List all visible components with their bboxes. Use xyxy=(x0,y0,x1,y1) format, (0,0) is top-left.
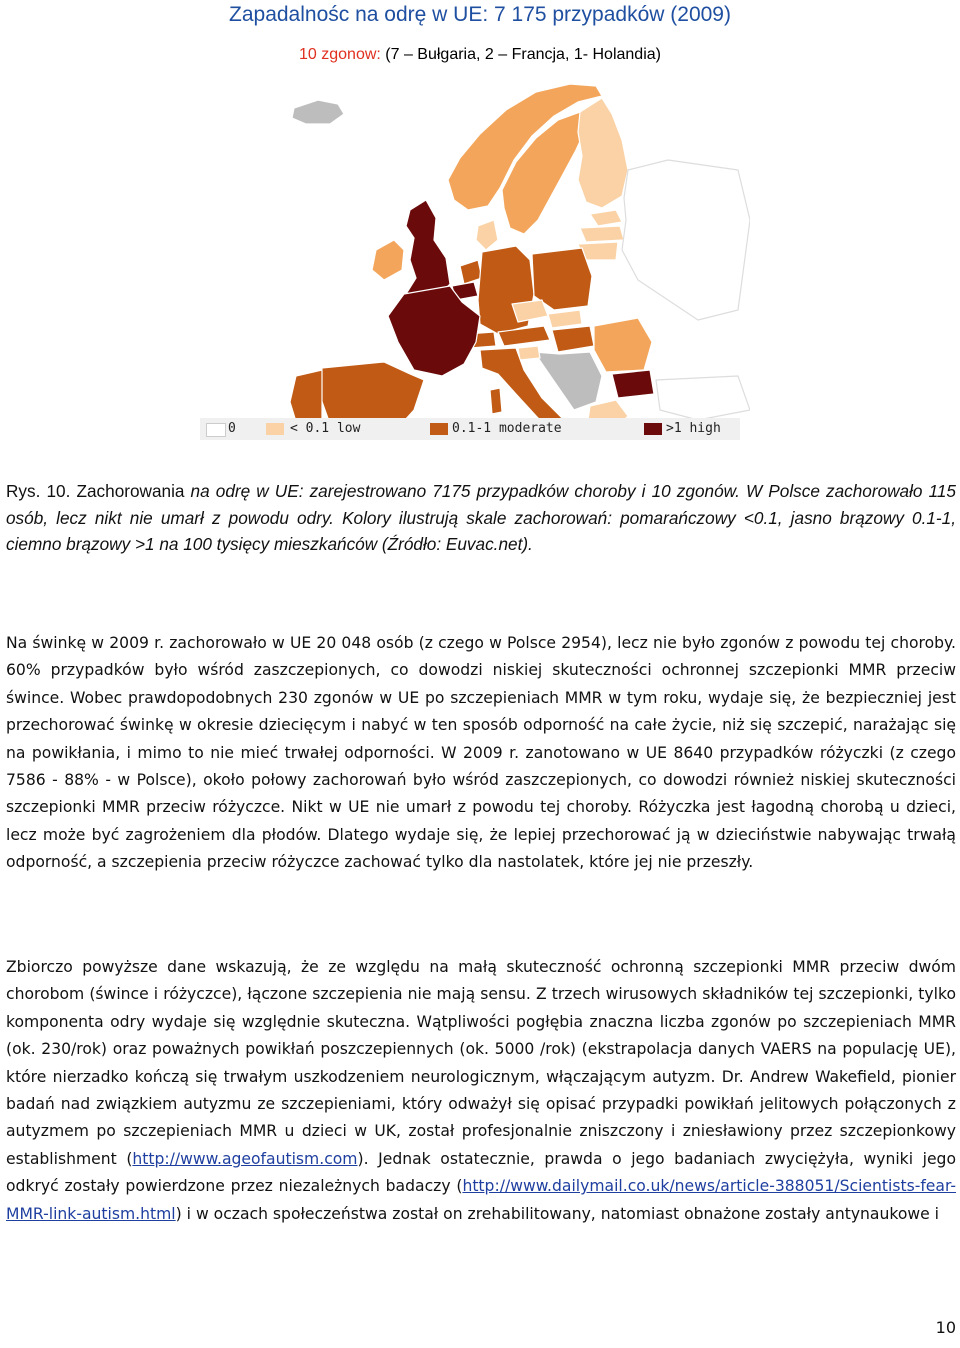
figure-caption xyxy=(6,478,956,558)
map-region-bulgaria xyxy=(612,370,654,398)
paragraph-summary-part1: Zbiorczo powyższe dane wskazują, że ze względu na małą skuteczność ochronną szczepionki MMR przeciw dwóm chorobom (śwince i różyczce), łączone szczepienia nie mają sensu. Z trzech wirusowych składników tej szczepionki, tylko komponenta odry wydaje się względnie skuteczna. Wątpliwości pogłębia znaczna liczba zgonów po szczepieniach MMR (ok. 230/rok) oraz poważnych powikłań poszczepiennych (ok. 5000 /rok) (ekstrapolacja danych VAERS na populację UE), które nierzadko kończą się trwałym uszkodzeniem neurologicznym, włączającym autyzm. Dr. Andrew Wakefield, pionier badań nad związkiem autyzmu ze szczepieniami, który odważył się opisać przypadki powikłań jelitowych połączonych z autyzmem po szczepieniach MMR u dzieci w UK, został profesjonalnie zniszczony i zniesławiony przez szczepionkowy establishment ( xyxy=(6,958,956,1168)
caption-text: na odrę w UE: zarejestrowano 7175 przypadków choroby i 10 zgonów. W Polsce zachorowało 115 osób, lecz nikt nie umarł z powodu odry. Kolory ilustrują skale zachorowań: pomarańczowy <0.1, jasno brązowy 0.1-1, ciemno brązowy >1 na 100 tysięcy mieszkańców (Źródło: Euvac.net). xyxy=(6,481,956,555)
legend-label-1: < 0.1 low xyxy=(290,421,361,436)
paragraph-summary-part2: ). Jednak ostatecznie, prawda o jego badaniach zwyciężyła, wyniki jego odkryć zostały powierdzone przez niezależnych badaczy ( xyxy=(6,1149,956,1196)
map-region-slovakia xyxy=(548,310,582,328)
paragraph-mumps-rubella: Na świnkę w 2009 r. zachorowało w UE 20 048 osób (z czego w Polsce 2954), lecz nie było zgonów z powodu tej choroby. 60% przypadków było wśród zaszczepionych, co dowodzi niskiej skuteczności ochronnej szczepionki MMR przeciw śwince. Wobec prawdopodobnych 230 zgonów w UE po szczepieniach MMR w tym roku, wydaje się, że bezpieczniej jest przechorować świnkę w okresie dziecięcym i nabyć w ten sposób odporność na całe życie, niż się szczepić, narażając się na powikłania, i mimo to nie mieć trwałej odporności. W 2009 r. zanotowano w UE 8640 przypadków różyczki (z czego 7586 - 88% - w Polsce), około połowy zachorowań było wśród zaszczepionych, co dowodzi również niskiej skuteczności szczepionki MMR przeciw różyczce. Nikt w UE nie umarł z powodu tej choroby. Różyczka jest łagodną chorobą u dzieci, lecz może być zagrożeniem dla płodów. Dlatego wydaje się, że lepiej przechorować ją w dzieciństwie nabywając trwałą odporność, a szczepienia przeciw różyczce zachować tylko dla nastolatek, które jej nie przeszły. xyxy=(6,634,956,872)
legend-swatch-3 xyxy=(644,423,662,435)
paragraph-summary xyxy=(6,954,956,1228)
map-region-czech xyxy=(512,300,548,322)
subtitle-deaths: 10 zgonow: xyxy=(299,46,381,63)
europe-map-svg xyxy=(198,80,750,442)
map-region-uk xyxy=(406,200,450,300)
map-region-france xyxy=(388,286,480,376)
legend-swatch-1 xyxy=(266,423,284,435)
link-ageofautism[interactable]: http://www.ageofautism.com xyxy=(132,1149,358,1168)
map-region-iceland xyxy=(292,100,344,124)
map-region-netherlands xyxy=(460,260,482,284)
map-region-romania xyxy=(594,318,652,372)
map-region-russia xyxy=(622,160,750,320)
map-region-latvia xyxy=(580,226,624,242)
map-legend xyxy=(200,418,740,440)
map-region-sardinia xyxy=(490,388,502,414)
page-subtitle xyxy=(0,44,960,66)
legend-swatch-2 xyxy=(430,423,448,435)
legend-label-2: 0.1-1 moderate xyxy=(452,421,562,436)
legend-label-3: >1 high xyxy=(666,421,721,436)
link-dailymail[interactable]: http://www.dailymail.co.uk/news/article-388051/Scientists-fear-MMR-link-autism.html xyxy=(6,1177,956,1223)
paragraph-summary-part3: ) i w oczach społeczeństwa został on zrehabilitowany, natomiast obnażone zostały antynaukowe i xyxy=(175,1204,940,1223)
page-number: 10 xyxy=(935,1318,956,1337)
map-region-slovenia xyxy=(518,346,540,360)
map-region-denmark xyxy=(476,220,498,250)
map-region-ireland xyxy=(372,240,404,280)
page-title: Zapadalnośc na odrę w UE: 7 175 przypadków (2009) xyxy=(229,3,731,26)
legend-label-0: 0 xyxy=(228,421,236,436)
legend-swatch-0 xyxy=(206,423,226,437)
map-region-hungary xyxy=(552,326,594,352)
map-region-turkey xyxy=(656,376,750,420)
caption-lead: Rys. 10. Zachorowania xyxy=(6,481,185,501)
map-region-finland xyxy=(578,98,628,208)
subtitle-details: (7 – Bułgaria, 2 – Francja, 1- Holandia) xyxy=(380,46,661,63)
map-region-estonia xyxy=(590,210,622,226)
europe-measles-map xyxy=(198,80,750,442)
